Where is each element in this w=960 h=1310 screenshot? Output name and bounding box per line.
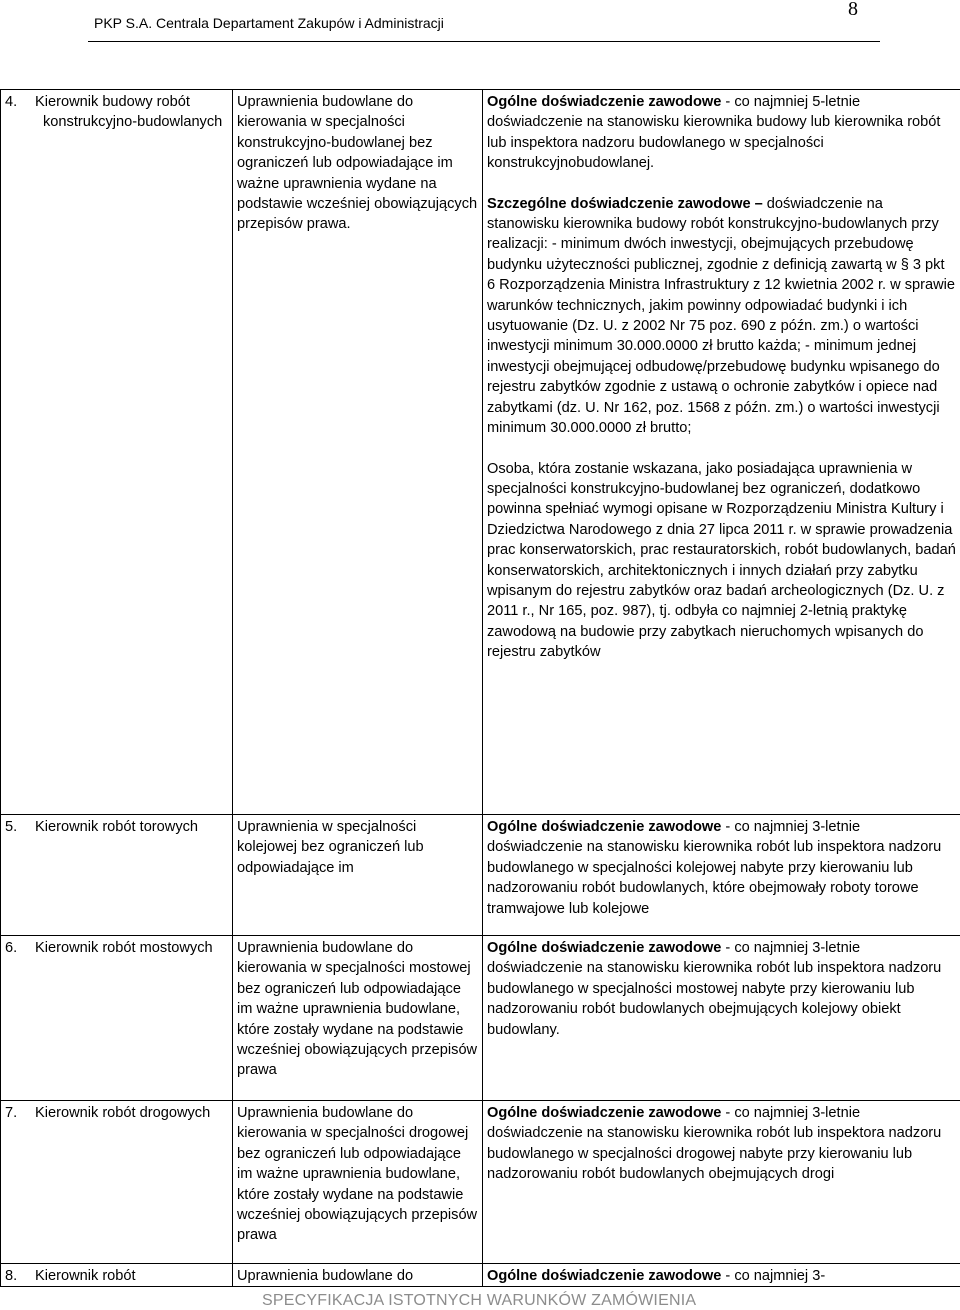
role-cell [1,936,233,1101]
credentials-cell [233,1101,483,1264]
role-name: Kierownik robót torowych [35,819,199,835]
role-cell [1,90,233,815]
requirements-table [0,89,960,1287]
role-cell [1,815,233,936]
credentials-cell [233,936,483,1101]
experience-paragraph: Szczególne doświadczenie zawodowe – doświadczenie na stanowisku kierownika budowy robót konstrukcyjno-budowlanych przy realizacji: - minimum dwóch inwestycji, obejmujących przebudowę budynku użyteczności publicznej, zgodnie z definicją zawartą w § 3 pkt 6 Rozporządzenia Ministra Infrastruktury z 12 kwietnia 2002 r. w sprawie warunków technicznych, jakim powinny odpowiadać budynki i ich usytuowanie (Dz. U. z 2002 Nr 75 poz. 690 z późn. zm.) o wartości inwestycji minimum 30.000.0000 zł brutto każda; - minimum jednej inwestycji obejmującej odbudowę/przebudowę budynku wpisanego do rejestru zabytków zgodnie z ustawą o ochronie zabytków i opiece nad zabytkami (dz. U. Nr 162, poz. 1568 z późn. zm.) o wartości inwestycji minimum 30.000.0000 zł brutto; [487,195,956,437]
row-number: 5. [5,819,18,835]
role-cell [1,1101,233,1264]
role-name: Kierownik robót drogowych [35,1105,211,1121]
table-row [1,936,960,1101]
credentials-cell [233,90,483,815]
experience-cell [483,815,960,936]
experience-paragraph: Osoba, która zostanie wskazana, jako posiadająca uprawnienia w specjalności konstrukcyjno-budowlanej bez ograniczeń, dodatkowo powinna spełniać wymogi opisane w Rozporządzeniu Ministra Kultury i Dziedzictwa Narodowego z dnia 27 lipca 2011 r. w sprawie prowadzenia prac konserwatorskich, prac restauratorskich, robót budowlanych, badań konserwatorskich, architektonicznych i innych działań przy zabytku wpisanym do rejestru zabytków oraz badań archeologicznych (Dz. U. z 2011 r., Nr 165, poz. 987), tj. odbyła co najmniej 2-letnią praktykę zawodową na budowie przy zabytkach nieruchomych wpisanych do rejestru zabytków [487,460,956,661]
experience-paragraph: Ogólne doświadczenie zawodowe - co najmniej 3-letnie doświadczenie na stanowisku kierownika robót lub inspektora nadzoru budowlanego w specjalności kolejowej nabyte przy kierowaniu lub nadzorowaniu robót budowlanych, które obejmowały roboty torowe tramwajowe lub kolejowe [487,819,942,917]
experience-paragraph: Ogólne doświadczenie zawodowe - co najmniej 3- [487,1268,826,1284]
page-footer: SPECYFIKACJA ISTOTNYCH WARUNKÓW ZAMÓWIENIA [262,1292,697,1309]
table-row [1,815,960,936]
experience-paragraph: Ogólne doświadczenie zawodowe - co najmniej 5-letnie doświadczenie na stanowisku kierownika budowy lub kierownika robót lub inspektora nadzoru budowlanego w specjalności konstrukcyjnobudowlanej. [487,94,941,172]
table-row [1,90,960,815]
role-name: Kierownik budowy robót konstrukcyjno-budowlanych [35,94,223,131]
experience-cell [483,936,960,1101]
row-number: 8. [5,1268,18,1284]
role-cell [1,1264,233,1287]
header-divider [88,41,880,42]
credentials-text: Uprawnienia budowlane do kierowania w specjalności konstrukcyjno-budowlanej bez ograniczeń lub odpowiadające im ważne uprawnienia wydane na podstawie wcześniej obowiązujących przepisów prawa. [237,94,478,233]
row-number: 7. [5,1105,18,1121]
credentials-cell [233,815,483,936]
role-name: Kierownik robót mostowych [35,940,213,956]
table-row [1,1264,960,1287]
role-name: Kierownik robót [35,1268,136,1284]
credentials-text: Uprawnienia budowlane do kierowania w specjalności mostowej bez ograniczeń lub odpowiadające im ważne uprawnienia budowlane, które zostały wydane na podstawie wcześniej obowiązujących przepisów prawa [237,940,478,1079]
page-number: 8 [848,0,858,20]
row-number: 4. [5,94,18,110]
credentials-text: Uprawnienia budowlane do [237,1268,414,1284]
experience-paragraph: Ogólne doświadczenie zawodowe - co najmniej 3-letnie doświadczenie na stanowisku kierownika robót lub inspektora nadzoru budowlanego w specjalności drogowej nabyte przy kierowaniu lub nadzorowaniu robót budowlanych obejmujących drogi [487,1105,942,1183]
experience-cell [483,1101,960,1264]
table-row [1,1101,960,1264]
credentials-text: Uprawnienia budowlane do kierowania w specjalności drogowej bez ograniczeń lub odpowiadające im ważne uprawnienia budowlane, które zostały wydane na podstawie wcześniej obowiązujących przepisów prawa [237,1105,478,1244]
credentials-cell [233,1264,483,1287]
row-number: 6. [5,940,18,956]
experience-cell [483,1264,960,1287]
credentials-text: Uprawnienia w specjalności kolejowej bez ograniczeń lub odpowiadające im [237,819,424,876]
experience-paragraph: Ogólne doświadczenie zawodowe - co najmniej 3-letnie doświadczenie na stanowisku kierownika robót lub inspektora nadzoru budowlanego w specjalności mostowej nabyte przy kierowaniu lub nadzorowaniu robót budowlanych obejmujących kolejowy obiekt budowlany. [487,940,942,1038]
experience-cell [483,90,960,815]
page-header: PKP S.A. Centrala Departament Zakupów i Administracji [94,15,444,31]
